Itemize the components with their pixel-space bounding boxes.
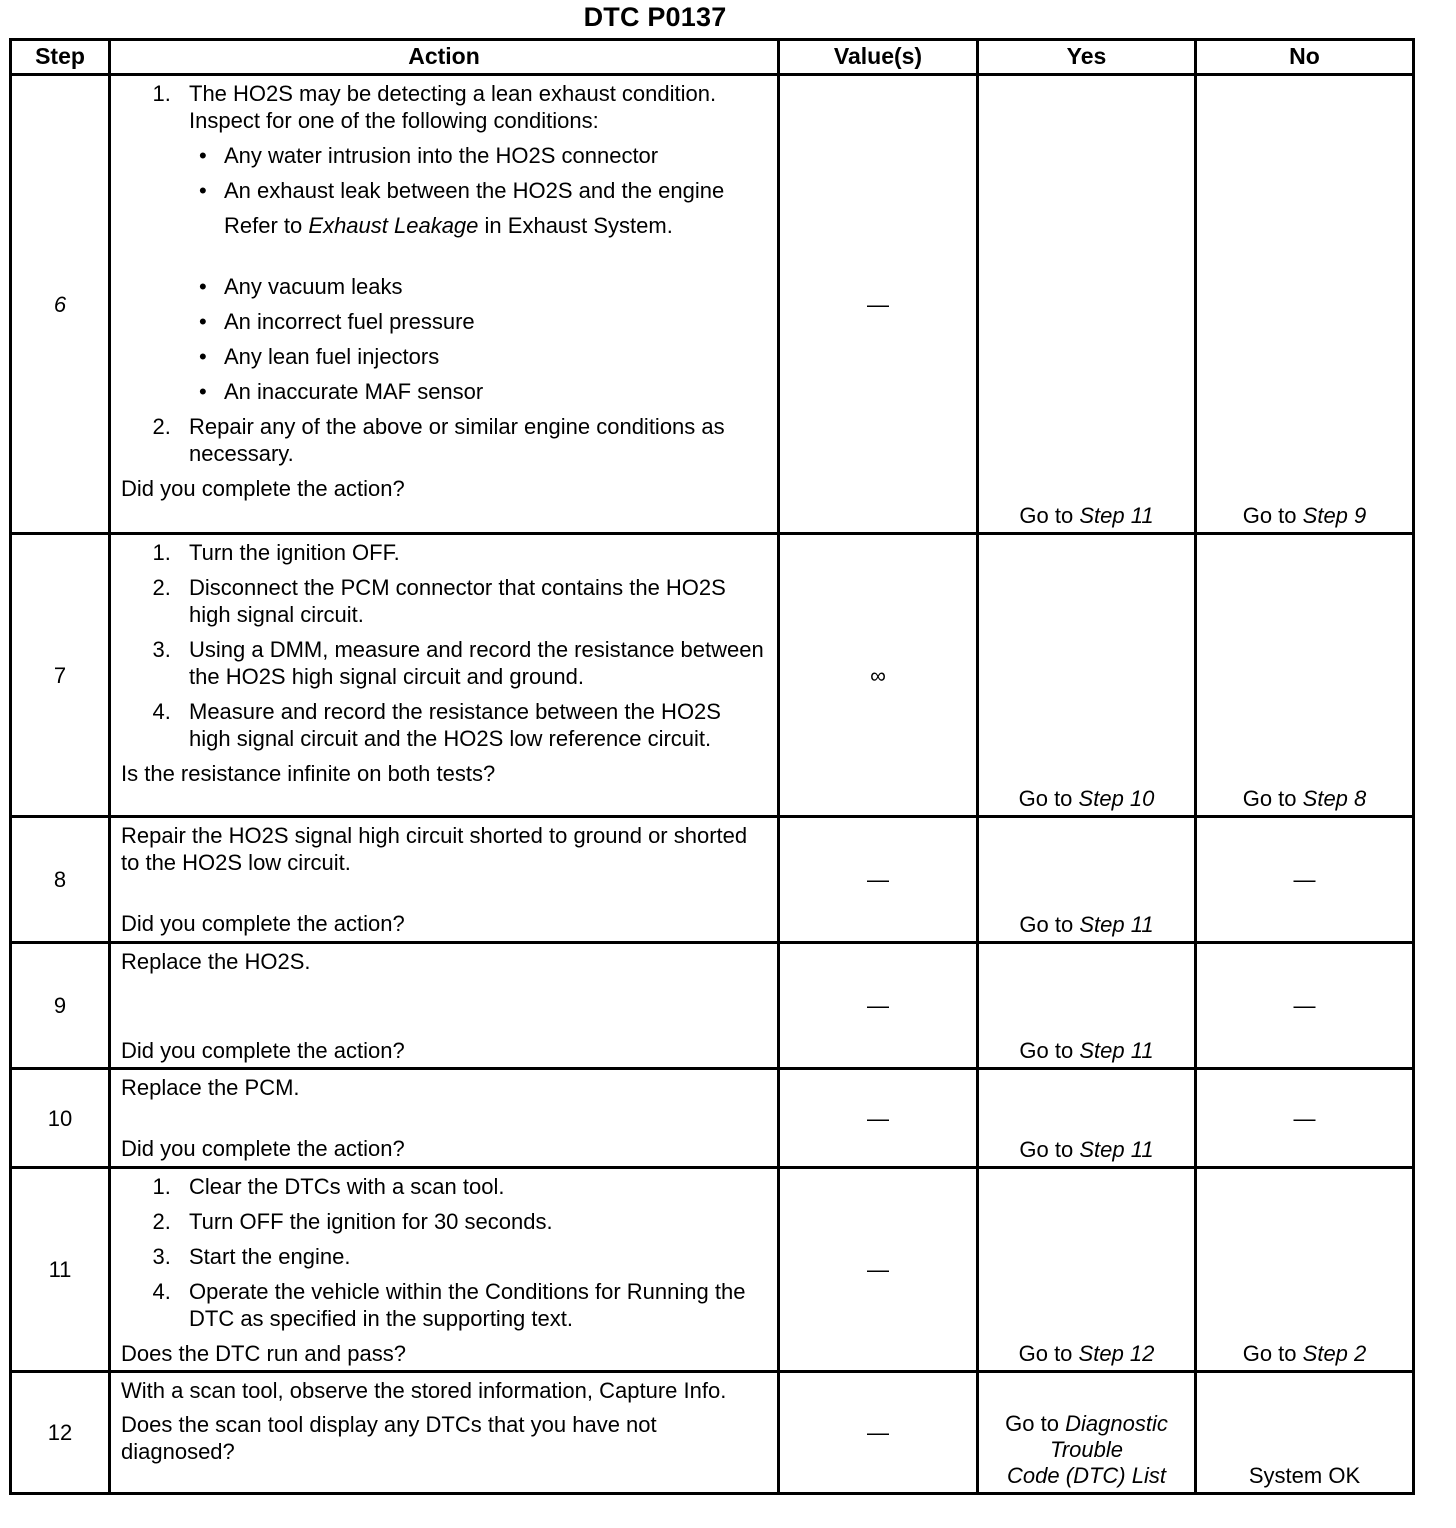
action-cell [110,75,779,534]
yes-cell: Go to Step 12 [978,1168,1196,1372]
dtc-list-link-line3[interactable]: Code (DTC) List [1007,1463,1166,1488]
yes-cell: Go to Step 11 [978,817,1196,943]
step-number: 10 [11,1069,110,1168]
yes-step-link[interactable]: Step 11 [1079,1038,1154,1063]
step-number: 6 [11,75,110,534]
action-item: 3. Using a DMM, measure and record the resistance between the HO2S high signal circuit and ground. [177,636,767,690]
yes-cell: Go to Step 11 [978,75,1196,534]
header-values: Value(s) [779,40,978,75]
yes-cell: Go to Step 11 [978,1069,1196,1168]
table-row-step-11 [11,1168,1414,1372]
value-cell: — [779,817,978,943]
table-row-step-8 [11,817,1414,943]
yes-step-link[interactable]: Step 11 [1079,503,1154,528]
action-question: Did you complete the action? [121,911,405,936]
table-row-step-7 [11,534,1414,817]
action-question: Does the DTC run and pass? [121,1341,406,1366]
action-item: 1. Turn the ignition OFF. [177,539,767,566]
action-cell [110,817,779,943]
no-cell: Go to Step 2 [1196,1168,1414,1372]
yes-step-link[interactable]: Step 11 [1079,1137,1154,1162]
header-step: Step [11,40,110,75]
value-cell: ∞ [779,534,978,817]
table-row-step-10 [11,1069,1414,1168]
no-cell: — [1196,943,1414,1069]
action-item: 2. Turn OFF the ignition for 30 seconds. [177,1208,767,1235]
reference-note: Refer to Exhaust Leakage in Exhaust System. [224,213,673,238]
action-item: 3. Start the engine. [177,1243,767,1270]
dtc-table [9,38,1415,1495]
no-cell: Go to Step 8 [1196,534,1414,817]
value-cell: — [779,75,978,534]
action-question: Does the scan tool display any DTCs that you have not diagnosed? [121,1412,657,1464]
action-question: Did you complete the action? [121,1136,405,1161]
condition-bullet: • Any water intrusion into the HO2S connector [221,142,767,169]
action-item: 1. Clear the DTCs with a scan tool. [177,1173,767,1200]
step-number: 11 [11,1168,110,1372]
action-cell [110,1069,779,1168]
action-item: 2. Disconnect the PCM connector that contains the HO2S high signal circuit. [177,574,767,628]
page-title: DTC P0137 [583,2,727,32]
no-step-link[interactable]: Step 2 [1302,1341,1367,1366]
header-no: No [1196,40,1414,75]
yes-cell: Go to Step 11 [978,943,1196,1069]
no-step-link[interactable]: Step 8 [1302,786,1367,811]
step-number: 12 [11,1372,110,1494]
header-yes: Yes [978,40,1196,75]
table-row-step-6 [11,75,1414,534]
yes-step-link[interactable]: Step 11 [1079,912,1154,937]
value-cell: — [779,1168,978,1372]
no-cell: Go to Step 9 [1196,75,1414,534]
dtc-list-link[interactable]: Diagnostic [1065,1411,1168,1436]
header-row [11,40,1414,75]
action-question: Did you complete the action? [121,476,405,501]
value-cell: — [779,943,978,1069]
action-item: 4. Operate the vehicle within the Conditions for Running the DTC as specified in the supporting text. [177,1278,767,1332]
action-item: 2. Repair any of the above or similar engine conditions as necessary. [177,413,767,467]
action-question: Did you complete the action? [121,1038,405,1063]
action-text: Replace the HO2S. [121,949,311,974]
action-cell [110,1168,779,1372]
table-row-step-9 [11,943,1414,1069]
value-cell: — [779,1372,978,1494]
no-cell: System OK [1196,1372,1414,1494]
yes-step-link[interactable]: Step 10 [1078,786,1155,811]
condition-bullet: • Any vacuum leaks [221,273,767,300]
action-item: 4. Measure and record the resistance between the HO2S high signal circuit and the HO2S low reference circuit. [177,698,767,752]
action-question: Is the resistance infinite on both tests? [121,761,496,786]
yes-step-link[interactable]: Step 12 [1078,1341,1155,1366]
condition-bullet: • An inaccurate MAF sensor [221,378,767,405]
action-item: 1. The HO2S may be detecting a lean exhaust condition. Inspect for one of the following conditions: • Any water intrusion into the HO2S connector • An exhaust leak between the HO2S and the engine Refer to Exhaust Leakage in Exhaust System. • Any vacuum leaks • An incorrect fuel pressure • Any lean fuel injectors • An inaccurate MAF sensor [177,80,767,405]
condition-bullet: • An incorrect fuel pressure [221,308,767,335]
action-cell [110,1372,779,1494]
action-cell [110,943,779,1069]
dtc-list-link-line2[interactable]: Trouble [1050,1437,1123,1462]
yes-cell: Go to Diagnostic Trouble Code (DTC) List [978,1372,1196,1494]
condition-bullet: • An exhaust leak between the HO2S and the engine Refer to Exhaust Leakage in Exhaust System. [221,177,767,239]
exhaust-leakage-link[interactable]: Exhaust Leakage [308,213,479,238]
header-action: Action [110,40,779,75]
no-cell: — [1196,817,1414,943]
action-text: With a scan tool, observe the stored information, Capture Info. [121,1378,727,1403]
step-number: 7 [11,534,110,817]
action-text: Repair the HO2S signal high circuit shorted to ground or shorted to the HO2S low circuit. [121,823,748,875]
no-cell: — [1196,1069,1414,1168]
step-number: 9 [11,943,110,1069]
value-cell: — [779,1069,978,1168]
no-step-link[interactable]: Step 9 [1302,503,1367,528]
table-row-step-12 [11,1372,1414,1494]
action-text: Replace the PCM. [121,1075,300,1100]
step-number: 8 [11,817,110,943]
condition-bullet: • Any lean fuel injectors [221,343,767,370]
action-cell [110,534,779,817]
yes-cell: Go to Step 10 [978,534,1196,817]
